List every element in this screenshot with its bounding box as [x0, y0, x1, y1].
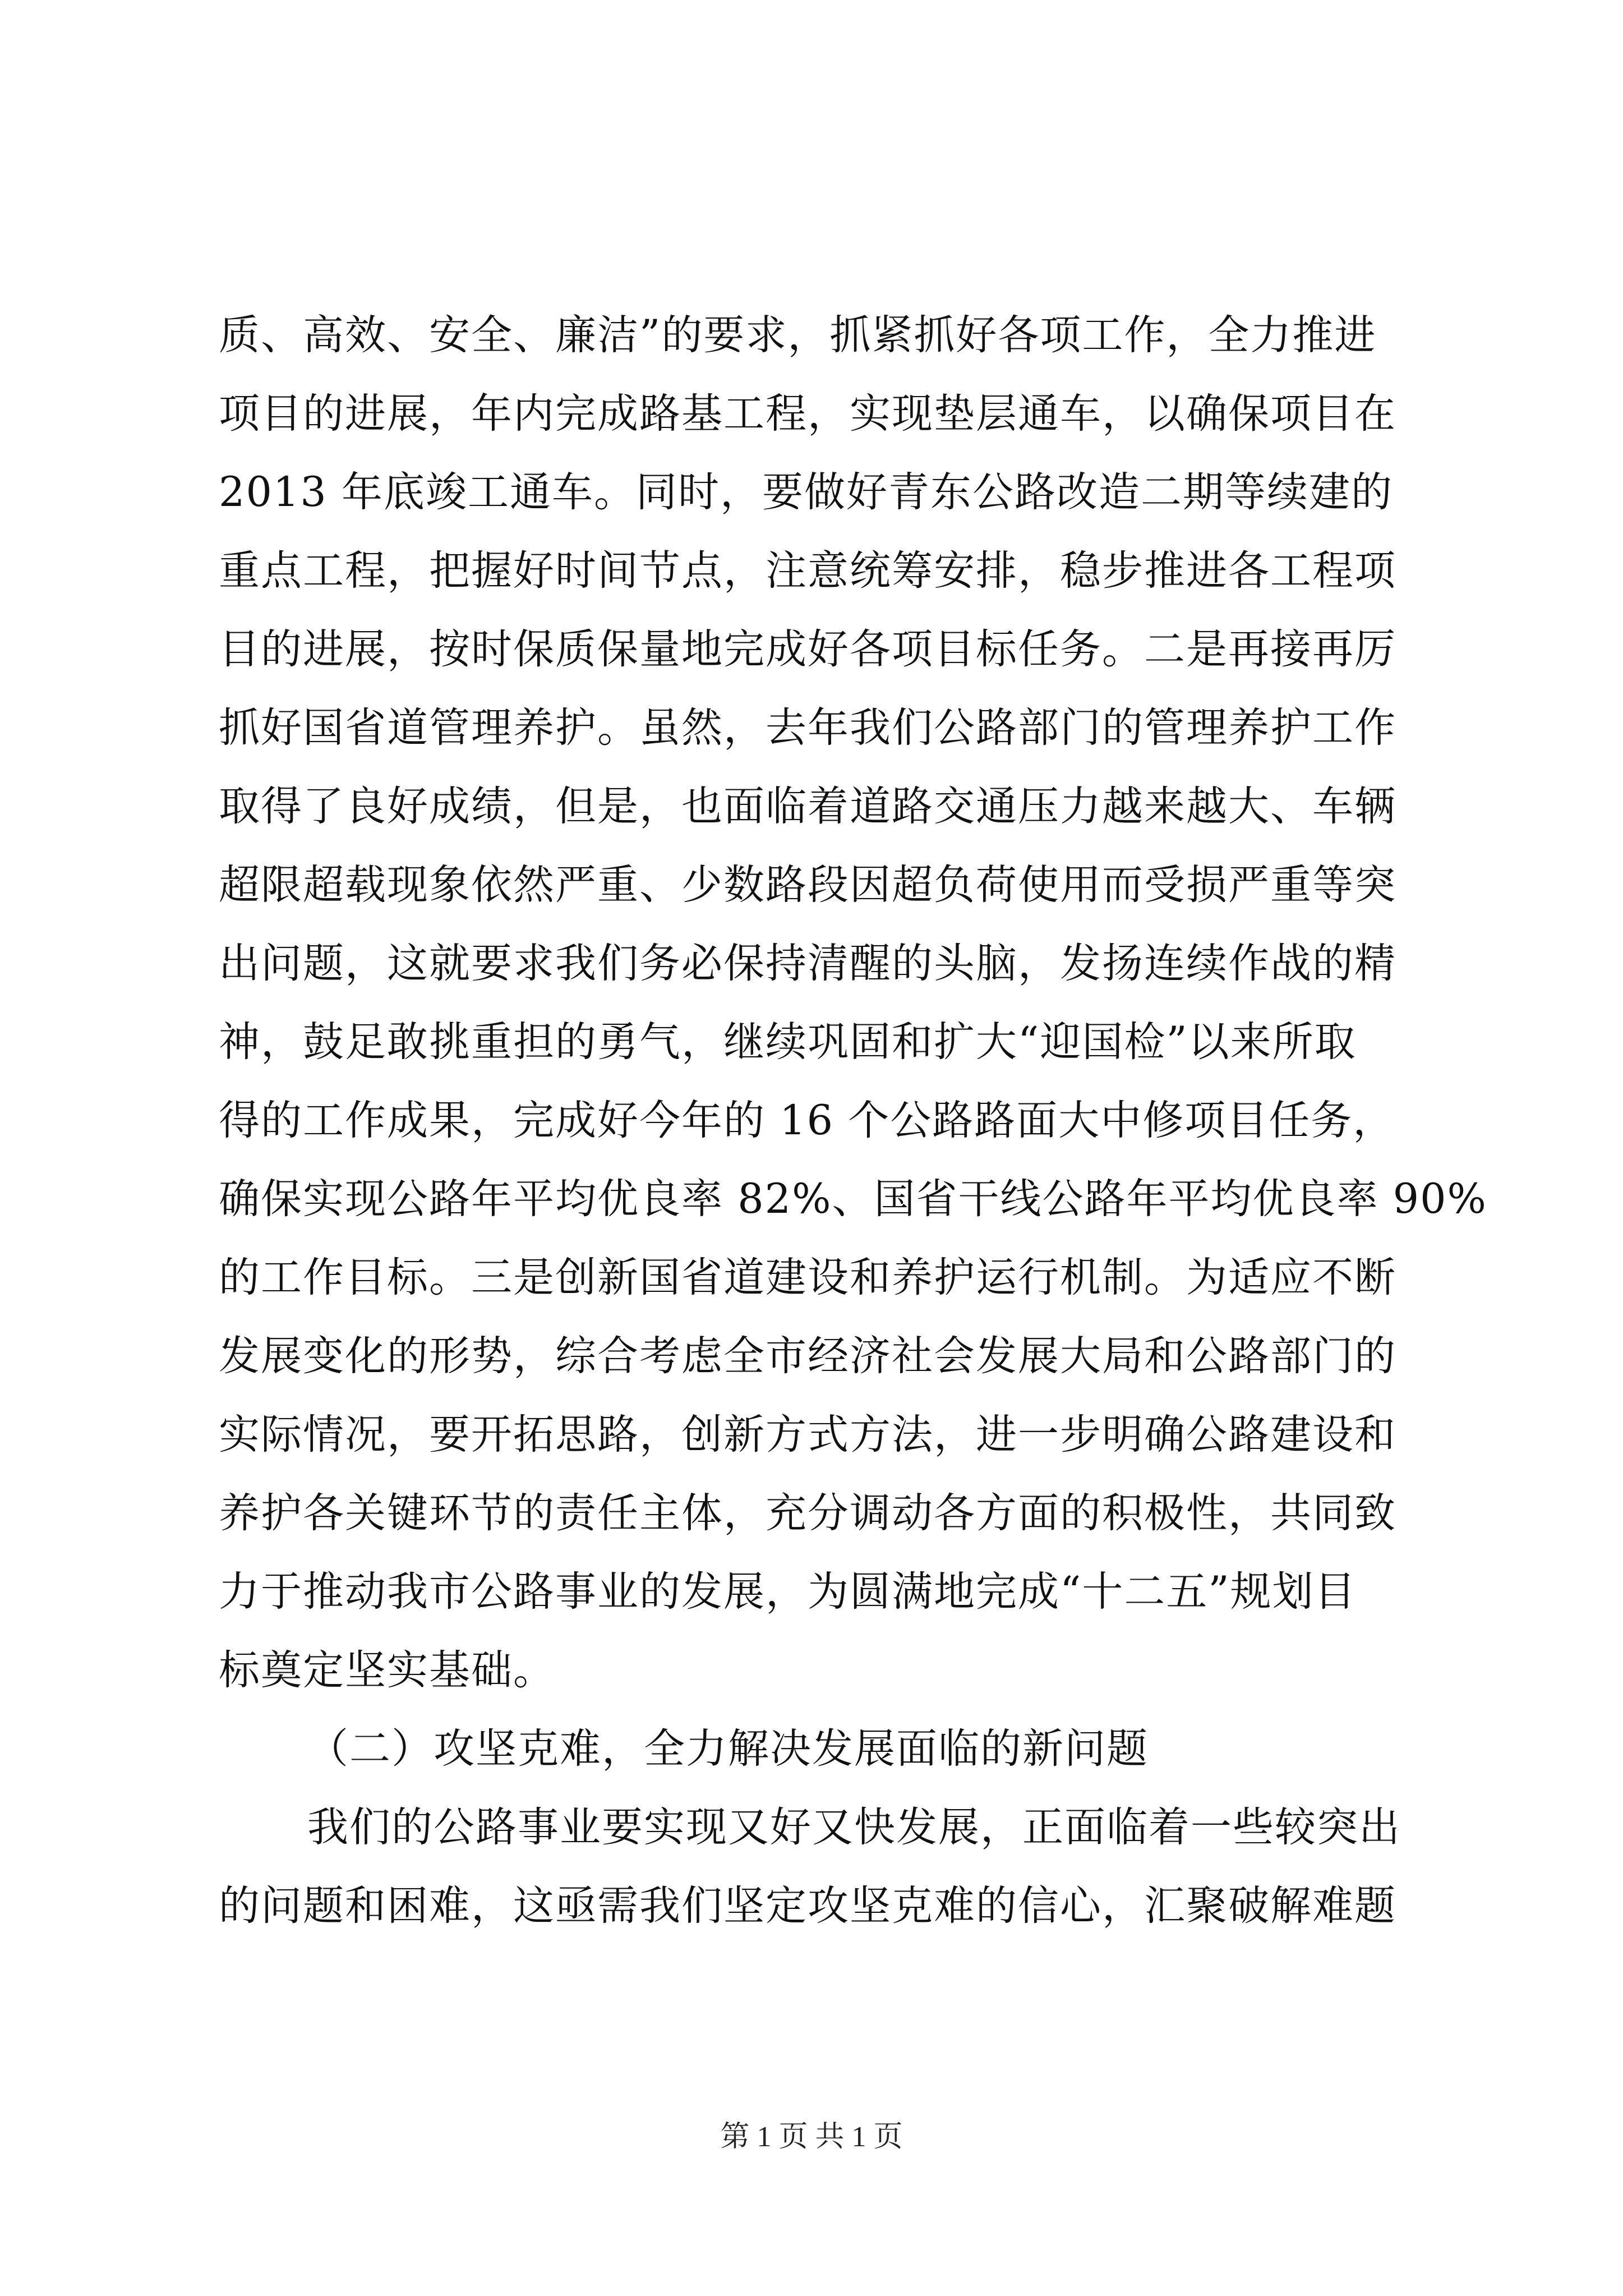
body-line: 出问题，这就要求我们务必保持清醒的头脑，发扬连续作战的精 — [219, 940, 1396, 987]
body-line: 目的进展，按时保质保量地完成好各项目标任务。二是再接再厉 — [219, 625, 1396, 673]
body-line: 我们的公路事业要实现又好又快发展，正面临着一些较突出 — [307, 1803, 1401, 1851]
body-line: 抓好国省道管理养护。虽然，去年我们公路部门的管理养护工作 — [219, 704, 1396, 752]
body-line: 实际情况，要开拓思路，创新方式方法，进一步明确公路建设和 — [219, 1411, 1396, 1458]
body-line: 养护各关键环节的责任主体，充分调动各方面的积极性，共同致 — [219, 1489, 1396, 1537]
body-line: 重点工程，把握好时间节点，注意统筹安排，稳步推进各工程项 — [219, 547, 1396, 595]
body-line: 力于推动我市公路事业的发展，为圆满地完成“十二五”规划目 — [219, 1568, 1357, 1616]
body-line: 神，鼓足敢挑重担的勇气，继续巩固和扩大“迎国检”以来所取 — [219, 1018, 1357, 1066]
page-footer: 第 1 页 共 1 页 — [720, 2121, 903, 2153]
body-line: 质、高效、安全、廉洁”的要求，抓紧抓好各项工作，全力推进 — [219, 311, 1377, 359]
section-heading: （二）攻坚克难，全力解决发展面临的新问题 — [307, 1725, 1149, 1773]
body-line: 确保实现公路年平均优良率 82%、国省干线公路年平均优良率 90% — [219, 1175, 1487, 1223]
body-line: 的工作目标。三是创新国省道建设和养护运行机制。为适应不断 — [219, 1254, 1396, 1301]
body-line: 发展变化的形势，综合考虑全市经济社会发展大局和公路部门的 — [219, 1332, 1396, 1380]
body-line: 得的工作成果，完成好今年的 16 个公路路面大中修项目任务， — [219, 1097, 1395, 1144]
body-line: 标奠定坚实基础。 — [219, 1646, 555, 1694]
body-line: 超限超载现象依然严重、少数路段因超负荷使用而受损严重等突 — [219, 861, 1396, 909]
body-line: 取得了良好成绩，但是，也面临着道路交通压力越来越大、车辆 — [219, 783, 1396, 830]
body-line: 项目的进展，年内完成路基工程，实现垫层通车，以确保项目在 — [219, 390, 1396, 438]
body-line: 的问题和困难，这亟需我们坚定攻坚克难的信心，汇聚破解难题 — [219, 1882, 1396, 1930]
body-line: 2013 年底竣工通车。同时，要做好青东公路改造二期等续建的 — [219, 468, 1393, 516]
